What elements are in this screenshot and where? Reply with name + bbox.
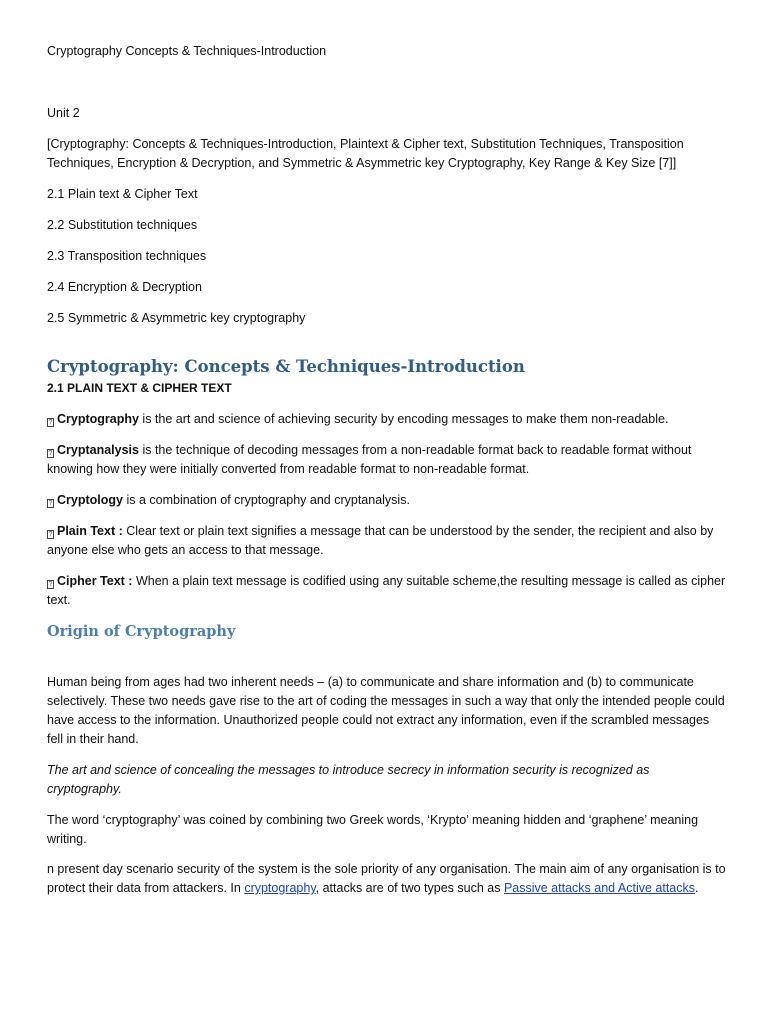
definition-text: When a plain text message is codified using any suitable scheme,the resulting message is called as cipher text. [47, 574, 726, 607]
toc-item-2-4: 2.4 Encryption & Decryption [47, 280, 202, 294]
paragraph-text: , attacks are of two types such as [315, 881, 504, 895]
toc-item-2-2: 2.2 Substitution techniques [47, 218, 198, 232]
toc-item-2-3: 2.3 Transposition techniques [47, 249, 207, 263]
definition-text: Clear text or plain text signifies a message that can be understood by the sender, the recipient and also by anyone else who gets an access to that message. [47, 524, 714, 557]
document-header-title: Cryptography Concepts & Techniques-Introduction [47, 44, 327, 58]
bullet-icon: ? [48, 419, 53, 426]
definition-term: Plain Text : [57, 524, 123, 538]
unit-label: Unit 2 [47, 106, 80, 120]
definition-cryptanalysis [47, 441, 727, 479]
definition-cryptology [47, 491, 727, 510]
definition-term: Cryptology [57, 493, 123, 507]
definition-cipher-text [47, 572, 727, 610]
definition-cryptography [47, 410, 727, 429]
toc-item-2-5: 2.5 Symmetric & Asymmetric key cryptography [47, 311, 306, 325]
cryptography-link[interactable]: cryptography [244, 881, 316, 895]
toc-item-2-1: 2.1 Plain text & Cipher Text [47, 187, 198, 201]
passive-active-attacks-link[interactable]: Passive attacks and Active attacks [503, 881, 696, 895]
origin-paragraph-4 [47, 860, 727, 898]
bullet-icon: ? [48, 531, 53, 538]
definition-text: is a combination of cryptography and cryptanalysis. [122, 493, 410, 507]
paragraph-text: . [695, 881, 699, 895]
origin-heading: Origin of Cryptography [47, 623, 236, 640]
definition-term: Cipher Text : [57, 574, 133, 588]
bullet-icon: ? [48, 581, 53, 588]
origin-paragraph-3: The word ‘cryptography’ was coined by combining two Greek words, ‘Krypto’ meaning hidden and ‘graphene’ meaning writing. [47, 813, 699, 846]
definition-text: is the art and science of achieving security by encoding messages to make them non-readable. [138, 412, 669, 426]
definition-term: Cryptography [57, 412, 139, 426]
definition-term: Cryptanalysis [57, 443, 139, 457]
unit-summary: [Cryptography: Concepts & Techniques-Introduction, Plaintext & Cipher text, Substitution Techniques, Transposition Techniques, Encryption & Decryption, and Symmetric & Asymmetric key Cryptography, Key Range & Key Size [7]] [47, 137, 684, 170]
section-heading: Cryptography: Concepts & Techniques-Introduction [47, 357, 525, 376]
section-subheading: 2.1 PLAIN TEXT & CIPHER TEXT [47, 381, 232, 395]
origin-paragraph-1: Human being from ages had two inherent needs – (a) to communicate and share information and (b) to communicate selectively. These two needs gave rise to the art of coding the messages in such a way that only the intended people could have access to the information. Unauthorized people could not extract any information, even if the scrambled messages fell in their hand. [47, 675, 725, 746]
bullet-icon: ? [48, 500, 53, 507]
bullet-icon: ? [48, 450, 53, 457]
paragraph-text: n present day scenario security of the system is the sole priority of any organisation. The main aim of any organisation is to protect their data from attackers. In [47, 862, 726, 895]
definition-text: is the technique of decoding messages from a non-readable format back to readable format without knowing how they were initially converted from readable format to non-readable format. [47, 443, 692, 476]
origin-paragraph-italic: The art and science of concealing the messages to introduce secrecy in information security is recognized as cryptography. [47, 763, 650, 796]
definition-plain-text [47, 522, 727, 560]
